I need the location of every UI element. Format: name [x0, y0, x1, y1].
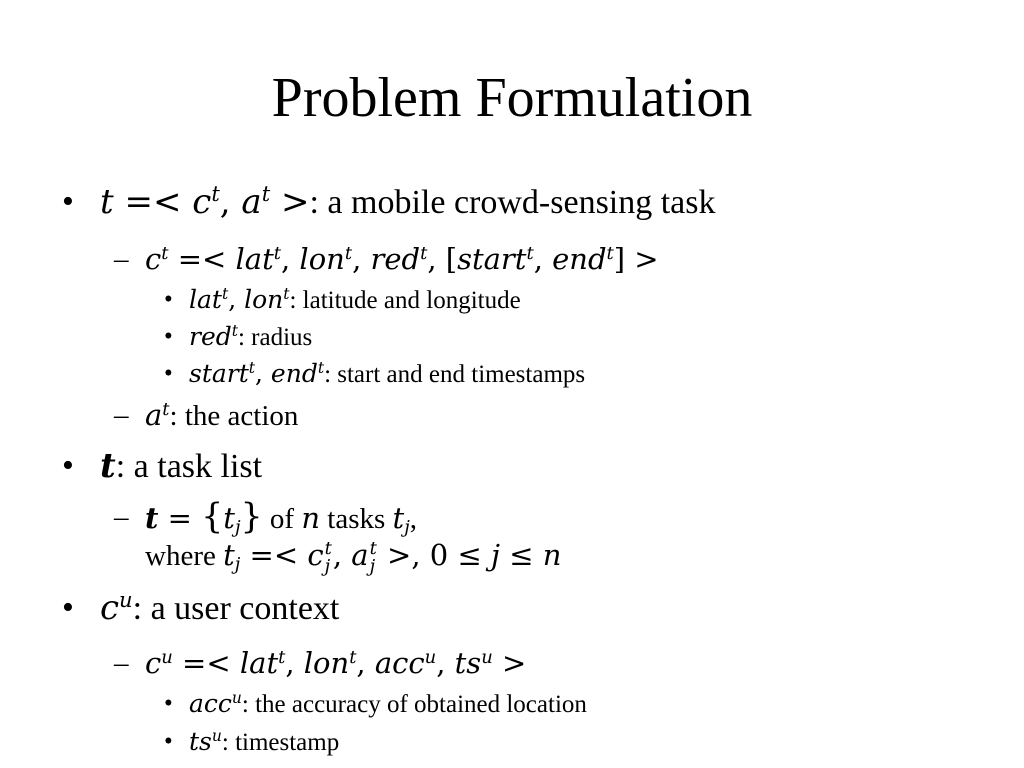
math-symbol: c: [100, 588, 120, 628]
math-symbol: end: [552, 242, 607, 276]
math-symbol: a: [145, 398, 163, 432]
math-symbol: c: [192, 182, 212, 222]
item-accuracy: [189, 689, 587, 720]
math-symbol: t: [223, 501, 235, 535]
math-brace: {: [201, 497, 224, 537]
math-symbol: t: [223, 538, 235, 572]
math-operator: ,: [356, 646, 375, 680]
math-operator: ,: [332, 538, 352, 572]
math-superscript: t: [221, 285, 229, 304]
math-superscript: t: [420, 243, 428, 265]
bullet-task-list: [100, 446, 262, 487]
math-supsub: [325, 540, 332, 576]
bullet-text: : a mobile crowd-sensing task: [309, 184, 716, 221]
bullet-marker: •: [62, 589, 74, 626]
bullet-text: : a task list: [115, 448, 263, 485]
math-operator: ,: [533, 242, 553, 276]
dash-marker: –: [114, 399, 129, 431]
math-operator: ,: [255, 359, 271, 388]
math-symbol: a: [351, 538, 369, 572]
math-subscript: j: [324, 556, 331, 578]
math-superscript: t: [273, 243, 281, 265]
math-symbol: start: [189, 359, 249, 388]
math-operator: =: [158, 501, 202, 535]
math-superscript: t: [324, 538, 332, 560]
math-symbol: c: [145, 242, 162, 276]
math-superscript: t: [162, 399, 170, 421]
sub-bullet-task-set: [145, 497, 418, 539]
math-number: 0: [429, 538, 449, 572]
bullet-marker: •: [164, 728, 173, 755]
math-superscript: t: [211, 181, 220, 207]
sub-bullet-task-context: [145, 242, 659, 277]
math-superscript: u: [481, 647, 493, 669]
math-superscript: t: [344, 243, 353, 265]
sub-bullet-action: [145, 398, 298, 433]
math-operator: ≤: [448, 538, 491, 572]
math-subscript: j: [404, 517, 410, 539]
math-symbol: j: [491, 538, 500, 572]
item-text: : radius: [237, 324, 313, 351]
math-operator: [: [445, 242, 458, 276]
math-symbol: start: [457, 242, 527, 276]
item-lat-lon: [189, 285, 521, 316]
math-superscript: u: [119, 587, 133, 613]
math-operator: =<: [168, 242, 236, 276]
math-symbol: c: [307, 538, 324, 572]
math-symbol: lat: [235, 242, 274, 276]
item-text: : timestamp: [221, 729, 340, 756]
plain-text: of: [262, 503, 302, 535]
bullet-task-definition: [100, 182, 716, 223]
math-operator: ,: [219, 182, 242, 222]
math-superscript: t: [369, 538, 377, 560]
bullet-text: : a user context: [132, 590, 340, 627]
math-symbol: red: [370, 242, 421, 276]
bullet-text: : the action: [169, 400, 299, 432]
math-operator: =<: [113, 182, 193, 222]
math-superscript: u: [231, 689, 242, 708]
math-operator: ,: [285, 646, 304, 680]
sub-bullet-user-context: [145, 646, 526, 681]
math-superscript: u: [211, 727, 222, 746]
math-subscript: j: [234, 517, 241, 539]
math-superscript: t: [317, 359, 325, 378]
bullet-marker: •: [164, 286, 173, 313]
plain-text: tasks: [320, 503, 393, 535]
math-symbol: red: [189, 322, 232, 351]
item-timestamps: [189, 359, 585, 390]
math-symbol: n: [301, 501, 321, 535]
math-symbol: ts: [454, 646, 482, 680]
math-symbol: acc: [374, 646, 425, 680]
math-symbol: lat: [189, 285, 222, 314]
math-symbol: t: [100, 182, 114, 222]
math-operator: >,: [377, 538, 430, 572]
math-symbol-bold: t: [145, 501, 159, 535]
bullet-marker: •: [62, 447, 74, 484]
math-operator: =<: [172, 646, 240, 680]
math-operator: ≤: [500, 538, 543, 572]
math-operator: =<: [240, 538, 308, 572]
math-superscript: u: [424, 647, 437, 669]
math-symbol-bold: t: [100, 446, 116, 486]
math-superscript: t: [349, 647, 357, 669]
dash-marker: –: [114, 501, 129, 533]
math-symbol: t: [392, 501, 405, 535]
math-brace: }: [240, 497, 263, 537]
math-operator: ,: [436, 646, 455, 680]
bullet-marker: •: [164, 360, 173, 387]
plain-text: ,: [409, 503, 418, 535]
math-subscript: j: [234, 554, 241, 576]
math-superscript: t: [606, 243, 614, 265]
math-symbol: lon: [244, 285, 284, 314]
math-symbol: a: [241, 182, 262, 222]
dash-marker: –: [114, 647, 129, 679]
math-operator: >: [492, 646, 527, 680]
bullet-marker: •: [164, 690, 173, 717]
bullet-marker: •: [164, 323, 173, 350]
dash-marker: –: [114, 243, 129, 275]
math-superscript: t: [231, 322, 238, 341]
plain-text: where: [145, 540, 224, 572]
bullet-marker: •: [62, 183, 74, 220]
math-symbol: c: [145, 646, 162, 680]
math-superscript: t: [261, 181, 271, 207]
math-symbol: lat: [239, 646, 279, 680]
math-superscript: t: [278, 647, 286, 669]
math-symbol: ts: [189, 727, 212, 756]
math-symbol: acc: [189, 689, 232, 718]
math-superscript: t: [283, 285, 290, 304]
math-superscript: t: [248, 359, 256, 378]
math-supsub: [370, 540, 377, 576]
math-subscript: j: [369, 556, 376, 578]
bullet-user-context: [100, 588, 339, 629]
math-symbol: n: [542, 538, 562, 572]
math-operator: >: [270, 182, 310, 222]
math-operator: ,: [352, 242, 371, 276]
math-superscript: t: [161, 243, 169, 265]
math-symbol: lon: [299, 242, 345, 276]
item-text: : latitude and longitude: [289, 287, 521, 314]
math-superscript: u: [161, 647, 173, 669]
math-operator: ,: [228, 285, 245, 314]
math-symbol: end: [270, 359, 318, 388]
math-superscript: t: [526, 243, 534, 265]
math-operator: ,: [427, 242, 446, 276]
sub-bullet-task-set-where: [145, 538, 561, 576]
item-timestamp: [189, 727, 339, 758]
math-operator: ] >: [613, 242, 659, 276]
slide-title: Problem Formulation: [271, 67, 753, 129]
item-text: : start and end timestamps: [324, 361, 586, 388]
math-symbol: lon: [303, 646, 350, 680]
math-operator: ,: [280, 242, 300, 276]
item-radius: [189, 322, 312, 353]
item-text: : the accuracy of obtained location: [241, 691, 587, 718]
